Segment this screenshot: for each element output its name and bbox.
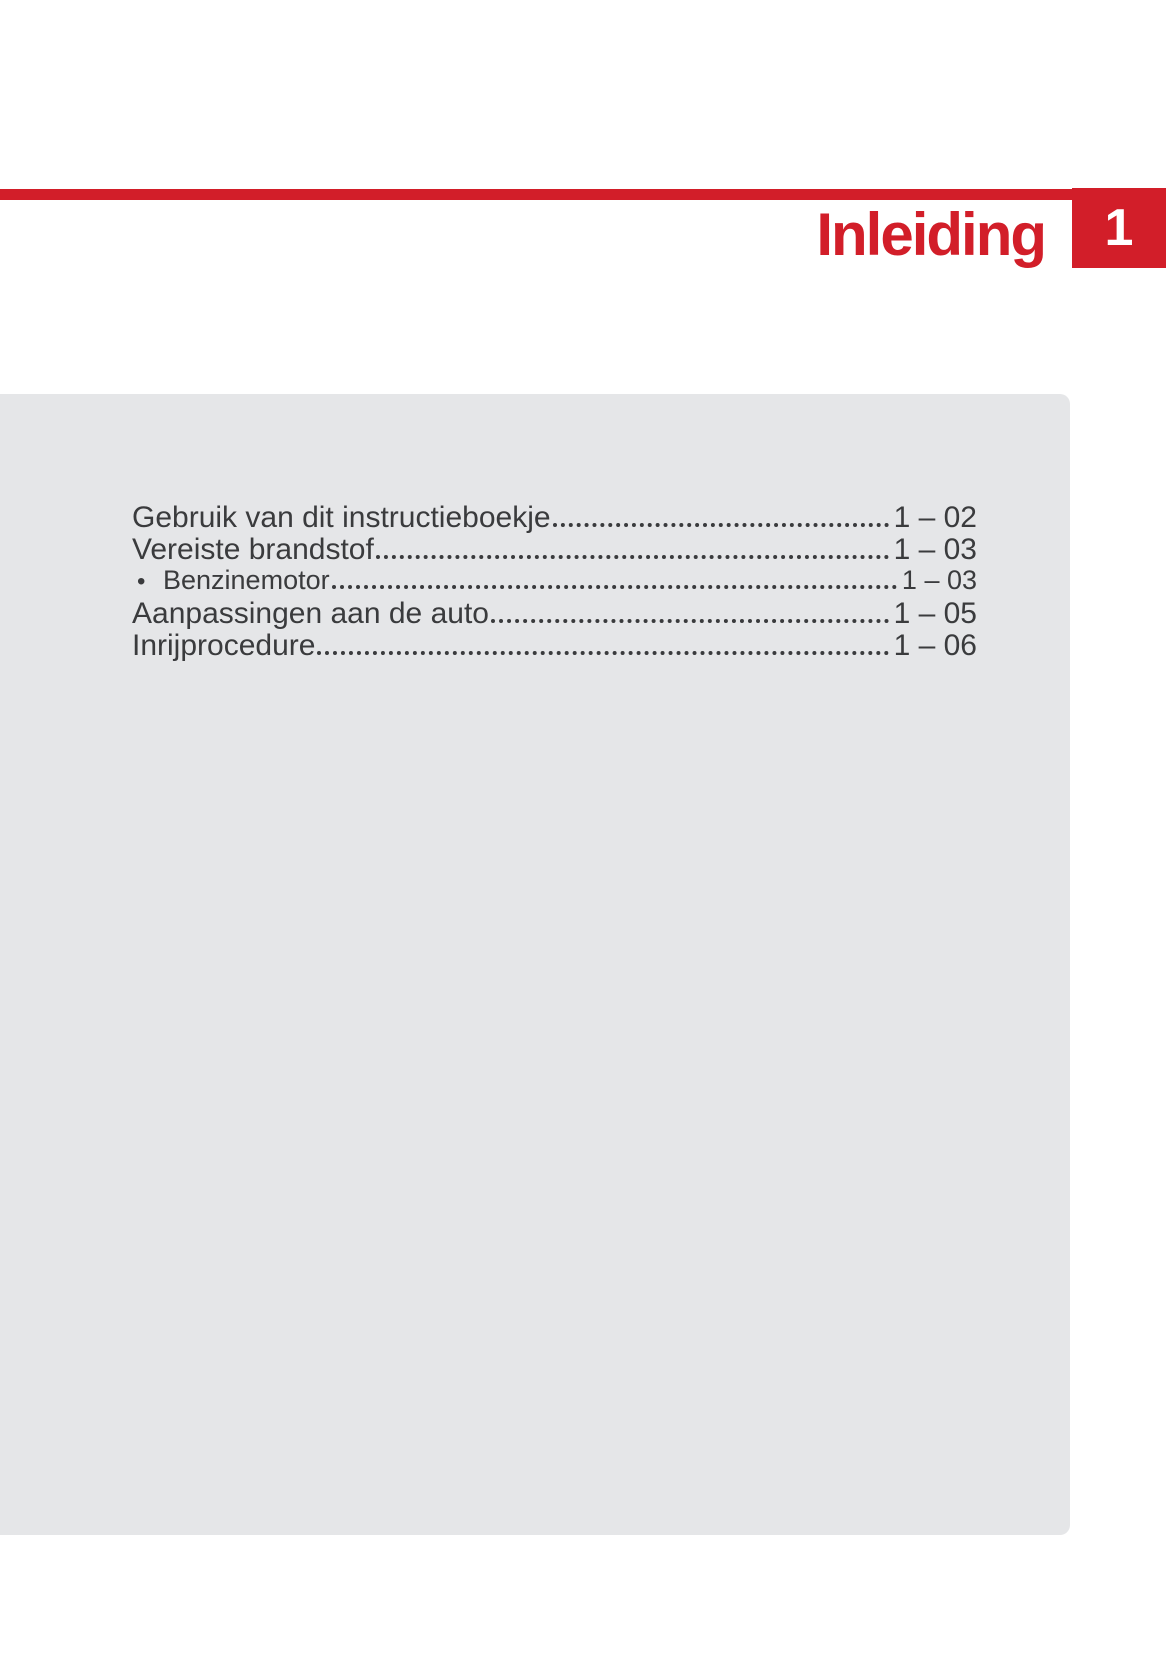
- toc-entry-label: Gebruik van dit instructieboekje: [132, 501, 551, 534]
- content-panel: [0, 394, 1070, 1535]
- toc-page-number: 1 – 02: [893, 501, 977, 534]
- toc-row: [132, 533, 977, 565]
- dot-leader: [491, 619, 889, 623]
- chapter-tab: [1072, 188, 1166, 268]
- toc-row: [132, 565, 977, 597]
- dot-leader: [376, 555, 889, 559]
- toc-page-number: 1 – 03: [893, 533, 977, 566]
- toc-entry-label: Vereiste brandstof: [132, 533, 374, 566]
- toc-entry-label: Inrijprocedure: [132, 629, 316, 662]
- toc-row: [132, 597, 977, 629]
- toc-row: [132, 629, 977, 661]
- toc-list: [132, 501, 977, 661]
- toc-row: [132, 501, 977, 533]
- toc-page-number: 1 – 06: [893, 629, 977, 662]
- bullet-icon: •: [137, 568, 146, 595]
- dot-leader: [317, 651, 888, 655]
- toc-page-number: 1 – 05: [893, 597, 977, 630]
- toc-entry-label: Benzinemotor: [163, 565, 330, 595]
- dot-leader: [553, 523, 889, 527]
- dot-leader: [332, 585, 897, 589]
- toc-page-number: 1 – 03: [901, 565, 977, 595]
- chapter-title: Inleiding: [816, 201, 1045, 268]
- toc-entry-label: Aanpassingen aan de auto: [132, 597, 489, 630]
- chapter-number: 1: [1104, 199, 1134, 257]
- header-rule: [0, 189, 1072, 200]
